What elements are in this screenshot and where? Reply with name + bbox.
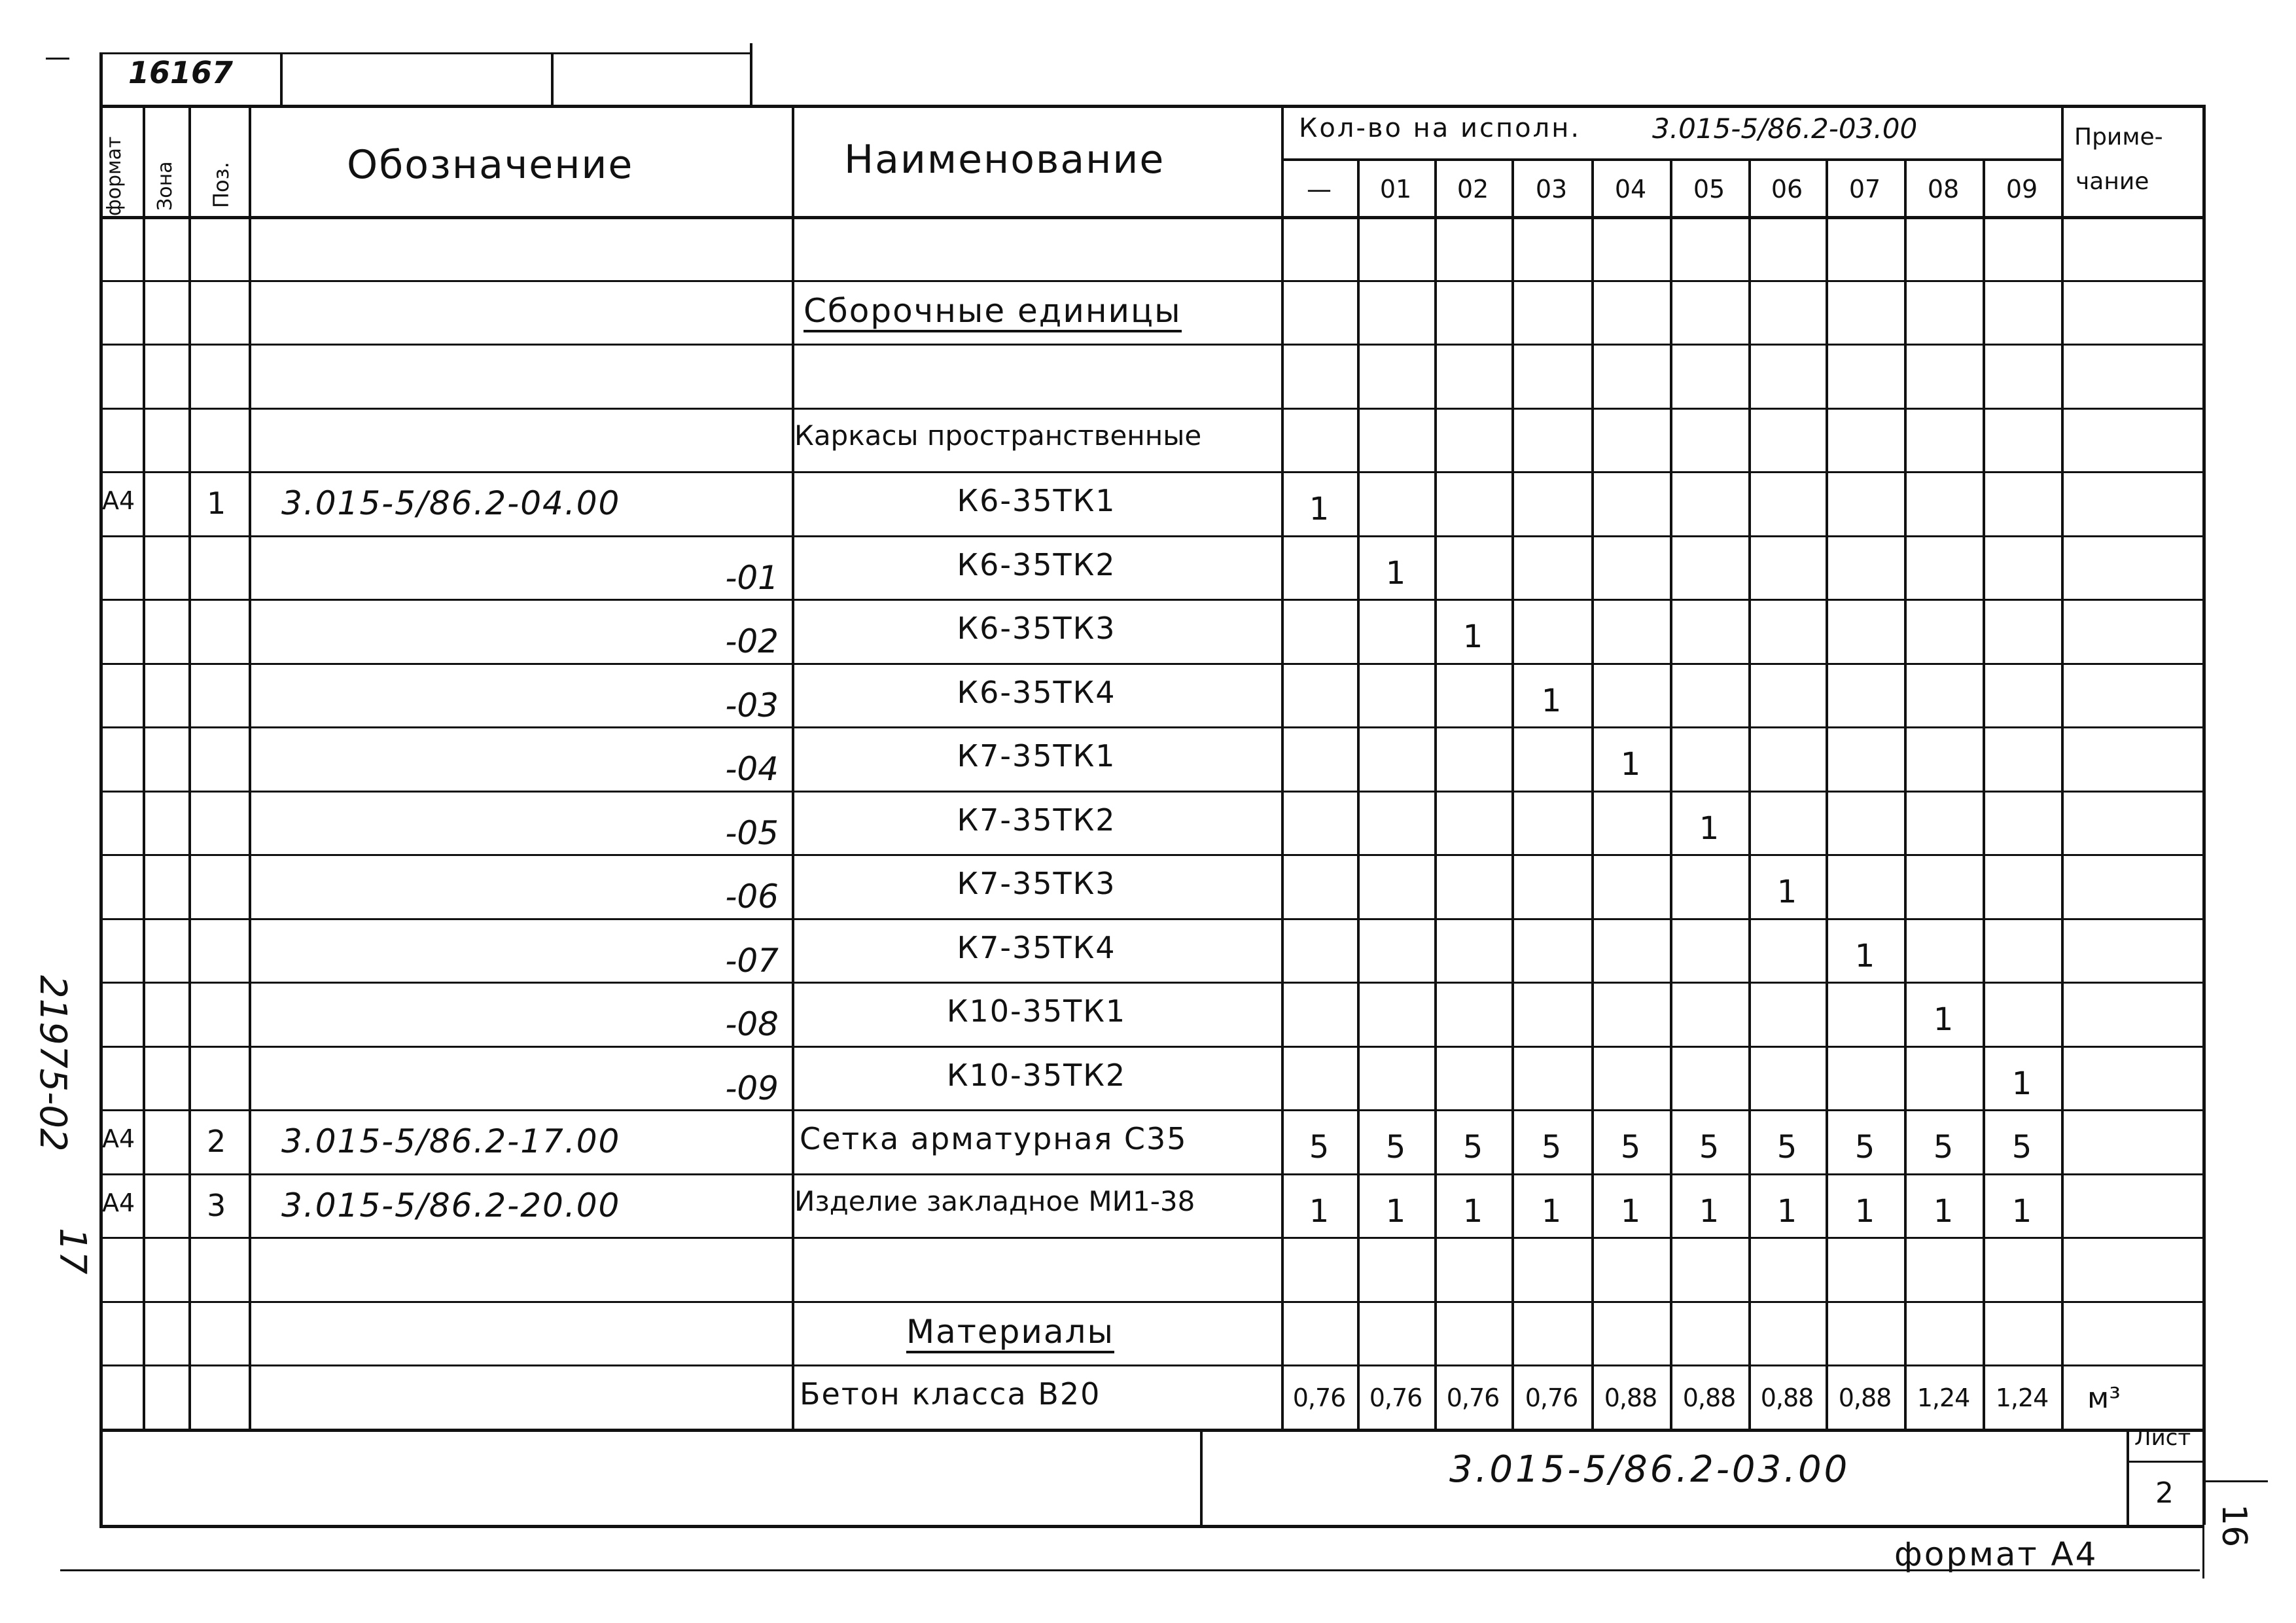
cell-qty: 5 <box>1462 1129 1483 1166</box>
column-line <box>249 105 251 1429</box>
cell-name: К6-35ТК3 <box>957 611 1116 646</box>
cell-qty: 0,88 <box>1760 1383 1814 1412</box>
row-line <box>99 1364 2202 1366</box>
cell-qty: 1,24 <box>1916 1383 1970 1412</box>
cell-qty: 1 <box>1854 937 1875 974</box>
cell-qty: 0,76 <box>1446 1383 1500 1412</box>
row-line <box>99 791 2202 793</box>
cell-name: К10-35ТК1 <box>946 993 1127 1029</box>
row-line <box>99 408 2202 410</box>
cell-qty: 1 <box>2011 1192 2032 1230</box>
cell-qty: 1 <box>1309 1192 1330 1230</box>
cell-qty: 1 <box>1462 618 1483 655</box>
body-bottom-border <box>99 1429 2202 1432</box>
cell-qty: 1 <box>1385 554 1406 592</box>
cell-qty: 5 <box>2011 1129 2032 1166</box>
qty-subheader: 08 <box>1927 175 1960 204</box>
cell-qty: 1 <box>1933 1001 1954 1038</box>
cell-designation-suffix: -02 <box>725 622 779 660</box>
tab-top <box>99 52 751 54</box>
cell-designation-suffix: -06 <box>725 878 779 916</box>
row-line <box>99 344 2202 346</box>
tab-divider-2 <box>551 52 554 105</box>
format-label: формат А4 <box>1894 1535 2098 1573</box>
header-qty-title: Кол-во на исполн. <box>1299 113 1581 143</box>
bottom-edge-line <box>60 1569 2200 1571</box>
qty-subheader: 01 <box>1379 175 1412 204</box>
header-note-2: чание <box>2075 168 2149 195</box>
cell-qty: 5 <box>1309 1129 1330 1166</box>
row-line <box>99 663 2202 665</box>
cell-qty: 0,76 <box>1292 1383 1346 1412</box>
cell-qty: 0,88 <box>1682 1383 1736 1412</box>
cell-designation-suffix: -08 <box>725 1005 779 1043</box>
cell-qty: 5 <box>1541 1129 1562 1166</box>
qty-subheader: 02 <box>1457 175 1489 204</box>
cell-designation: 3.015-5/86.2-17.00 <box>281 1122 621 1160</box>
row-line <box>99 1173 2202 1175</box>
row-line <box>99 280 2202 282</box>
header-qty-doc: 3.015-5/86.2-03.00 <box>1652 113 1918 145</box>
qty-column-line <box>1281 105 1284 1429</box>
sheet-label: Лист <box>2134 1425 2191 1451</box>
cell-format: А4 <box>102 1188 135 1217</box>
cell-qty: 1 <box>1620 746 1641 783</box>
qty-subheader: 04 <box>1614 175 1647 204</box>
cell-qty: 5 <box>1854 1129 1875 1166</box>
tab-left <box>99 52 103 105</box>
row-line <box>99 1237 2202 1239</box>
qty-subheader: 09 <box>2005 175 2038 204</box>
cell-name: К7-35ТК3 <box>957 866 1116 901</box>
header-format: формат <box>103 136 126 216</box>
row-line <box>99 535 2202 537</box>
row-line <box>99 471 2202 473</box>
cell-designation: 3.015-5/86.2-20.00 <box>281 1186 621 1224</box>
cell-designation-suffix: -09 <box>725 1069 779 1107</box>
row-line <box>99 726 2202 728</box>
column-line <box>188 105 191 1429</box>
cell-designation-suffix: -04 <box>725 750 779 788</box>
cell-name: К10-35ТК2 <box>946 1057 1127 1093</box>
cell-qty: 1 <box>1699 1192 1720 1230</box>
cell-qty: 0,76 <box>1369 1383 1422 1412</box>
cell-name: К7-35ТК1 <box>957 738 1116 774</box>
column-line <box>143 105 145 1429</box>
cell-qty: 1 <box>2011 1065 2032 1102</box>
cell-qty: 1 <box>1541 1192 1562 1230</box>
doc-code: 3.015-5/86.2-03.00 <box>1449 1448 1850 1491</box>
row-line <box>99 982 2202 984</box>
column-line <box>2061 105 2064 1429</box>
qty-subheader: 03 <box>1535 175 1568 204</box>
cell-pos: 3 <box>207 1187 226 1223</box>
row-line <box>99 1301 2202 1303</box>
cell-note: м³ <box>2087 1382 2121 1415</box>
table-top-border <box>99 105 2202 108</box>
header-bottom-border <box>99 216 2202 219</box>
row-line <box>99 1046 2202 1048</box>
cell-qty: 1 <box>1854 1192 1875 1230</box>
cell-format: А4 <box>102 486 135 515</box>
right-number-text: 16 <box>2214 1504 2253 1548</box>
row-line <box>99 918 2202 920</box>
cell-name: Бетон класса В20 <box>800 1376 1101 1412</box>
tab-right <box>750 43 752 105</box>
cell-name: К6-35ТК4 <box>957 674 1116 710</box>
cell-qty: 1 <box>1776 1192 1797 1230</box>
cell-designation-suffix: -05 <box>725 813 779 852</box>
cell-qty: 1 <box>1933 1192 1954 1230</box>
cell-qty: 1 <box>1620 1192 1641 1230</box>
side-number-text: 17 <box>51 1228 94 1275</box>
right-edge-mark <box>2202 1480 2268 1482</box>
cell-qty: 1 <box>1699 810 1720 847</box>
cell-name: К6-35ТК1 <box>957 483 1116 518</box>
cell-qty: 0,88 <box>1604 1383 1657 1412</box>
cell-name: К7-35ТК4 <box>957 929 1116 965</box>
cell-qty: 1 <box>1462 1192 1483 1230</box>
qty-subheader: — <box>1307 175 1332 204</box>
qty-subheader: 05 <box>1693 175 1725 204</box>
inventory-number-text: 21975-02 <box>31 975 74 1152</box>
cell-name: Изделие закладное МИ1-38 <box>794 1185 1195 1217</box>
cell-name: Сборочные единицы <box>804 294 1182 332</box>
right-edge-line <box>2202 1480 2204 1578</box>
qty-subheader: 06 <box>1771 175 1803 204</box>
cell-pos: 2 <box>207 1124 226 1159</box>
cell-qty: 1 <box>1541 682 1562 719</box>
header-name: Наименование <box>844 137 1165 183</box>
cell-designation-suffix: -01 <box>725 558 779 597</box>
cell-qty: 5 <box>1385 1129 1406 1166</box>
cell-qty: 5 <box>1933 1129 1954 1166</box>
row-line <box>99 599 2202 601</box>
header-zone: Зона <box>154 161 177 211</box>
cell-qty: 1 <box>1385 1192 1406 1230</box>
cell-designation: 3.015-5/86.2-04.00 <box>281 484 621 522</box>
cell-qty: 0,76 <box>1525 1383 1578 1412</box>
cell-qty: 1 <box>1776 874 1797 910</box>
cell-qty: 5 <box>1776 1129 1797 1166</box>
cell-name: Каркасы пространственные <box>794 419 1202 452</box>
header-note-1: Приме- <box>2074 124 2163 151</box>
title-block-divider <box>1200 1429 1203 1525</box>
sheet-box-divider <box>2127 1461 2202 1463</box>
cell-name: Материалы <box>906 1315 1114 1353</box>
cell-name: Сетка арматурная С35 <box>800 1121 1188 1156</box>
title-block-bottom <box>99 1525 2202 1528</box>
tab-divider-1 <box>280 52 283 105</box>
cell-format: А4 <box>102 1124 135 1153</box>
header-pos: Поз. <box>209 162 234 208</box>
cell-pos: 1 <box>207 486 226 521</box>
sheet-box-left <box>2127 1429 2129 1525</box>
cell-qty: 5 <box>1620 1129 1641 1166</box>
row-line <box>99 1109 2202 1111</box>
corner-mark <box>46 58 69 60</box>
header-designation: Обозначение <box>347 142 634 188</box>
table-right-border <box>2202 105 2206 1525</box>
qty-subheader: 07 <box>1848 175 1881 204</box>
row-line <box>99 854 2202 856</box>
cell-qty: 1 <box>1309 491 1330 527</box>
cell-qty: 0,88 <box>1838 1383 1892 1412</box>
cell-name: К6-35ТК2 <box>957 546 1116 582</box>
sheet-number: 2 <box>2155 1476 2174 1510</box>
table-left-border <box>99 105 103 1525</box>
archive-number: 16167 <box>128 55 234 90</box>
cell-designation-suffix: -03 <box>725 686 779 724</box>
cell-name: К7-35ТК2 <box>957 802 1116 838</box>
cell-qty: 1,24 <box>1995 1383 2049 1412</box>
cell-qty: 5 <box>1699 1129 1720 1166</box>
cell-designation-suffix: -07 <box>725 941 779 980</box>
